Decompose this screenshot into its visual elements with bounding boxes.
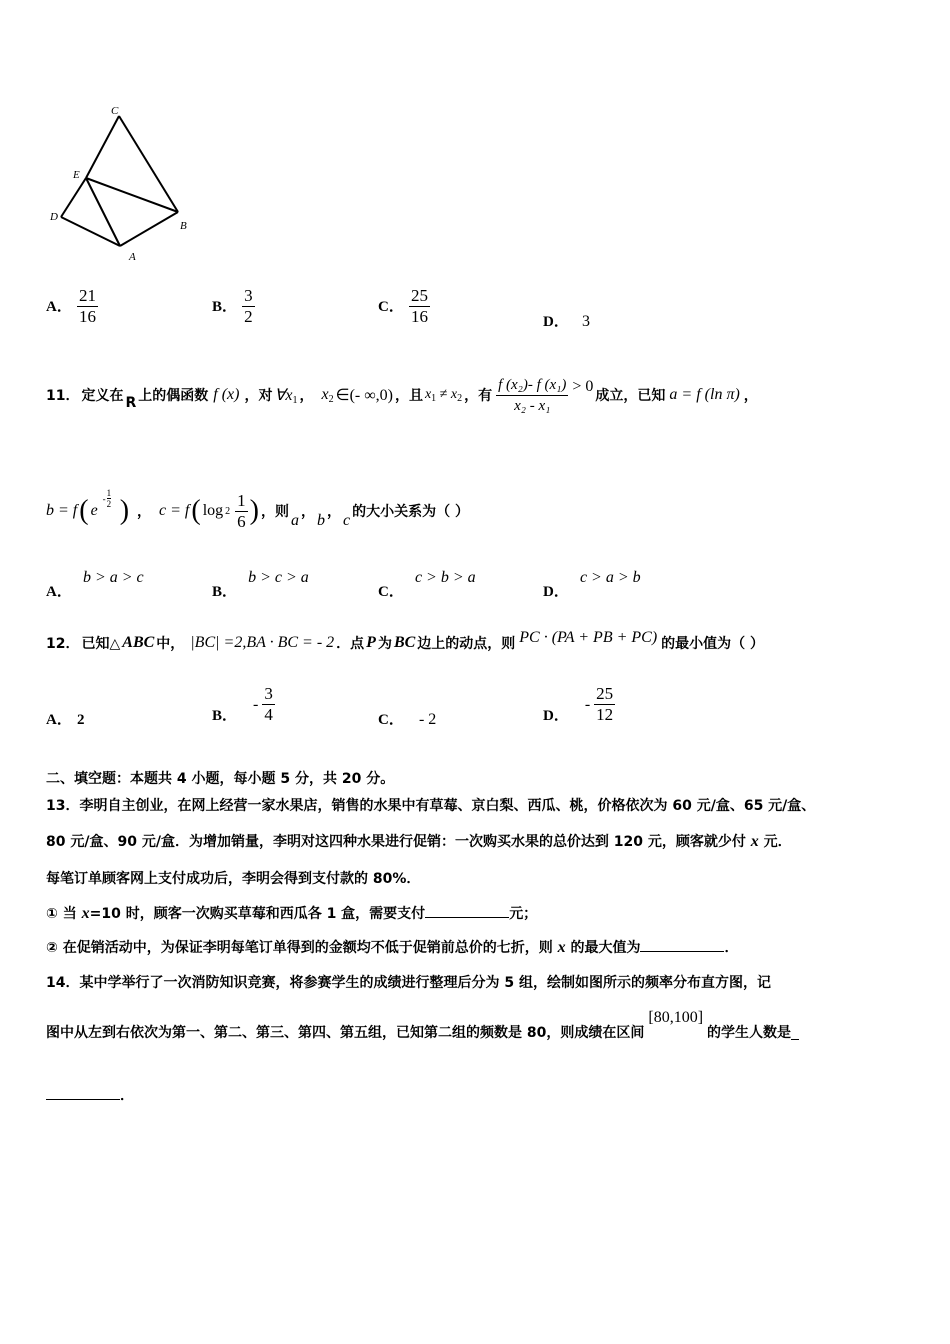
q12-option-a: A． 2 <box>46 712 85 728</box>
point-label-b: B <box>180 220 187 232</box>
forall-x1: $\forall x_1$ <box>274 386 298 406</box>
q13-line2: 80 元/盒、90 元/盒．为增加销量，李明对这四种水果进行促销：一次购买水果的总价达到 120 元，顾客就少付 x 元． <box>46 833 792 850</box>
q13-part1: ① 当 x=10 时，顾客一次购买草莓和西瓜各 1 盒，需要支付 元； <box>46 905 538 922</box>
q11-option-c: C． c > b > a <box>378 569 476 600</box>
q11-option-a: A． b > a > c <box>46 569 144 600</box>
q11-option-d: D． c > a > b <box>543 569 641 600</box>
option-label: C． <box>378 299 404 315</box>
q14-line3: ． <box>46 1085 134 1105</box>
geometry-figure <box>40 100 200 270</box>
log-fraction: $\frac{1}{6}$ <box>237 490 246 531</box>
point-label-d: D <box>50 211 58 223</box>
q14-line2: 图中从左到右依次为第一、第二、第三、第四、第五组，已知第二组的频数是 80，则成绩在区间 [80,100] 的学生人数是 <box>46 1022 799 1042</box>
fraction: $\frac{3}{4}$ <box>264 684 273 724</box>
fraction: $\frac{21}{16}$ <box>78 286 96 326</box>
q12-option-b: B． - $\frac{3}{4}$ <box>212 684 273 724</box>
answer-blank-start[interactable] <box>791 1025 799 1040</box>
q13-line3: 每笔订单顾客网上支付成功后，李明会得到支付款的 80%． <box>46 871 421 887</box>
option-label: A． <box>46 299 72 315</box>
q12-option-c: C． - 2 <box>378 711 437 728</box>
point-label-c: C <box>111 105 119 117</box>
option-label: D． <box>543 314 569 330</box>
fraction: $\frac{25}{16}$ <box>410 286 428 326</box>
option-value: 3 <box>581 313 590 330</box>
point-label-e: E <box>73 169 80 181</box>
q10-option-a <box>46 286 98 327</box>
answer-blank[interactable] <box>46 1099 120 1100</box>
q10-option-b <box>212 286 255 327</box>
option-label: B． <box>212 299 238 315</box>
q12-stem: 12． 已知△ ABC 中， |BC| =2,BA · BC = - 2 ．点 P 为 BC 边上的动点，则 PC · (PA + PB + PC) 的最小值为（ ） <box>46 629 765 652</box>
q10-option-c <box>378 286 430 327</box>
answer-blank[interactable] <box>425 917 509 918</box>
q11-option-b: B． b > c > a <box>212 569 309 600</box>
q13-part2: ② 在促销活动中，为保证李明每笔订单得到的金额均不低于促销前总价的七折，则 x 的最大值为 ． <box>46 939 739 956</box>
fraction: $\frac{3}{2}$ <box>244 286 253 326</box>
monotonic-fraction: $\frac{\text{f (x₂)- f (x₁)}}{\text{x₂ - x₁}}$ <box>498 376 567 414</box>
q12-option-d: D． - $\frac{25}{12}$ <box>543 684 614 724</box>
answer-blank[interactable] <box>640 951 724 952</box>
q14-line1: 14．某中学举行了一次消防知识竞赛，将参赛学生的成绩进行整理后分为 5 组，绘制如图所示的频率分布直方图，记 <box>46 975 771 991</box>
q13-line1: 13．李明自主创业，在网上经营一家水果店，销售的水果中有草莓、京白梨、西瓜、桃，价格依次为 60 元/盒、65 元/盒、 <box>46 798 816 814</box>
q11-stem-line2: b = f ( e - 1 2 ) ， c = f ( log 2 $\frac{1}{6}$ ) ，则 a ， b ， c 的大小关系为（ ） <box>46 488 469 531</box>
point-label-a: A <box>129 251 136 263</box>
fraction: $\frac{25}{12}$ <box>596 684 614 724</box>
q10-option-d <box>543 310 590 331</box>
q11-stem-line1: 11． 定义在 R 上的偶函数 f (x) ，对 $\forall x_1$ ， $x_2$ ∈(- ∞,0) ，且 $x_1 \ne x_2$ ，有 $\frac{\text{f (x₂)- f (x₁)}}{\text{x₂ - x₁}}$ > 0 成立，已知 a = f (ln π) ， <box>46 376 758 414</box>
section-heading: 二、填空题：本题共 4 小题，每小题 5 分，共 20 分。 <box>46 771 395 787</box>
e-power: e - 1 2 <box>90 488 112 519</box>
